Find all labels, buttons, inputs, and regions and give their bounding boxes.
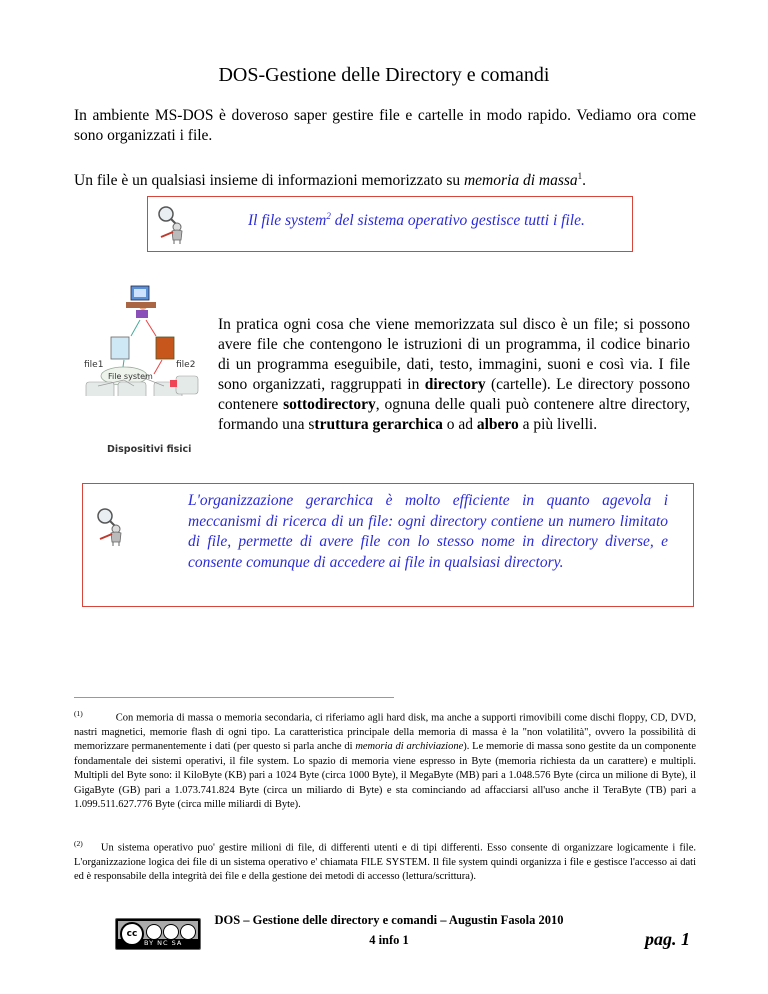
- footnote-separator: [74, 697, 394, 698]
- magnifier-character-icon: [156, 204, 186, 244]
- magnifier-character-icon: [95, 506, 125, 546]
- diagram-label-filesystem: File system: [108, 372, 153, 381]
- footer-line-2: 4 info 1: [369, 933, 409, 947]
- cc-icon: cc: [120, 922, 144, 946]
- footnote-ref-1: 1: [577, 171, 583, 181]
- term-struttura-gerarchica: truttura gerarchica: [314, 416, 443, 433]
- footnote-2: $^{(2)}$ Un sistema operativo puo' gestire milioni di file, di differenti utenti e di tipi differenti. Esso consente di organizzare logicamente i file. L'organizzazione logica dei file di un sistema operativo e' chiamata FILE SYSTEM. Il file system quindi organizza i file e gestisce l'accesso ai dati ed è responsabile della integrità dei file e della gestione dei metodi di accesso (lettura/scrittura).: [74, 839, 696, 883]
- file-definition: Un file è un qualsiasi insieme di informazioni memorizzato su memoria di massa$^1$.: [74, 171, 587, 190]
- filesystem-diagram: [84, 284, 202, 396]
- memoria-di-massa-term: memoria di massa: [463, 172, 578, 190]
- note-text-filesystem: Il file system$^2$ del sistema operativo gestisce tutti i file.: [248, 211, 585, 230]
- diagram-label-devices: Dispositivi fisici: [107, 444, 192, 455]
- license-label: BY NC SA: [144, 939, 183, 947]
- note-box-filesystem: [147, 196, 633, 252]
- term-directory: directory: [424, 376, 486, 393]
- footnote-ref-2: 2: [326, 211, 331, 221]
- term-albero: albero: [476, 416, 519, 433]
- body-paragraph: In pratica ogni cosa che viene memorizzata sul disco è un file; si possono avere file che contengono le istruzioni di un programma, il codice binario di un programma eseguibile, dati, testo, immagini, suoni e così via. I file sono organizzati, raggruppati in directory (cartelle). Le directory possono contenere sottodirectory, ognuna delle quali può contenere altre directory, formando una struttura gerarchica o ad albero a più livelli.: [218, 316, 691, 433]
- diagram-label-file1: file1: [84, 360, 104, 370]
- memoria-di-archiviazione-term: memoria di archiviazione: [355, 741, 464, 753]
- diagram-label-file2: file2: [176, 360, 196, 370]
- intro-paragraph: In ambiente MS-DOS è doveroso saper gestire file e cartelle in modo rapido. Vediamo ora come sono organizzati i file.: [74, 107, 696, 144]
- note-box-gerarchia: [82, 483, 694, 607]
- footer-line-1: DOS – Gestione delle directory e comandi – Augustin Fasola 2010: [214, 913, 564, 927]
- footnote-marker-1: (1): [74, 709, 83, 718]
- footnote-1: $^{(1)}$ Con memoria di massa o memoria secondaria, ci riferiamo agli hard disk, ma anche a supporti rimovibili come dischi floppy, CD, DVD, nastri magnetici, memorie flash di ogni tipo. La caratteristica principale della memoria di massa è la "non volatilità", ovvero la possibilità di memorizzare permanentemente i dati (per questo si parla anche di memoria di archiviazione). Le memorie di massa sono gestite da un componente fondamentale dei sistemi operativi, il file system. Lo spazio di memoria viene espresso in Byte (memoria richiesta da un carattere) e multipli. Multipli del Byte sono: il KiloByte (KB) pari a 1024 Byte (circa 1000 Byte), il MegaByte (MB) pari a 1.048.576 Byte (circa un milione di Byte), il GigaByte (GB) pari a 1.073.741.824 Byte (circa un miliardo di Byte) e sta cominciando ad affacciarsi all'uso anche il TeraByte (TB) pari a 1.099.511.627.776 Byte (circa mille miliardi di Byte).: [74, 709, 696, 810]
- footnote-marker-2: (2): [74, 839, 83, 848]
- by-icon: [146, 924, 162, 940]
- note-text-gerarchia: L'organizzazione gerarchica è molto efficiente in quanto agevola i meccanismi di ricerca di un file: ogni directory contiene un numero limitato di file, permette di avere file con lo stesso nome in directory diverse, e consente comunque di accedere ai file in qualsiasi directory.: [188, 492, 668, 571]
- term-sottodirectory: sottodirectory: [283, 396, 376, 413]
- page-title: DOS-Gestione delle Directory e comandi: [218, 64, 550, 86]
- page-number: pag. 1: [645, 929, 690, 949]
